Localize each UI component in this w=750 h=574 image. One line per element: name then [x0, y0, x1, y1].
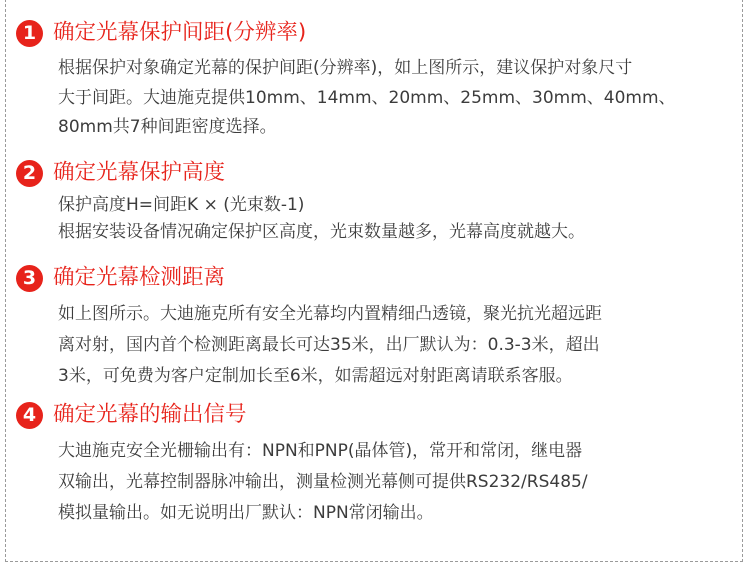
section-heading — [16, 398, 736, 432]
section-title: 确定光幕保护间距(分辨率) — [53, 20, 307, 45]
body-line: 大迪施克安全光栅输出有：NPN和PNP(晶体管)，常开和常闭，继电器 — [58, 441, 583, 461]
section-heading — [16, 156, 736, 190]
section-heading — [16, 16, 736, 50]
section-output — [16, 398, 736, 529]
section-title: 确定光幕保护高度 — [53, 160, 226, 185]
body-line: 保护高度H=间距K × (光束数-1) — [58, 195, 305, 215]
section-body — [58, 54, 736, 143]
number-badge: 1 — [16, 20, 43, 47]
section-body — [58, 299, 736, 392]
section-distance — [16, 261, 736, 392]
section-height — [16, 156, 736, 246]
body-line: 根据安装设备情况确定保护区高度，光束数量越多，光幕高度就越大。 — [58, 222, 585, 242]
section-body — [58, 436, 736, 529]
body-line: 离对射，国内首个检测距离最长可达35米，出厂默认为：0.3-3米，超出 — [58, 335, 600, 355]
number-badge: 4 — [16, 402, 43, 429]
body-line: 模拟量输出。如无说明出厂默认：NPN常闭输出。 — [58, 503, 434, 523]
number-badge: 3 — [16, 265, 43, 292]
section-heading — [16, 261, 736, 295]
section-title: 确定光幕的输出信号 — [53, 402, 247, 427]
body-line: 根据保护对象确定光幕的保护间距(分辨率)，如上图所示，建议保护对象尺寸 — [58, 58, 633, 78]
section-resolution — [16, 16, 736, 143]
body-line: 3米，可免费为客户定制加长至6米，如需超远对射距离请联系客服。 — [58, 366, 573, 386]
section-title: 确定光幕检测距离 — [53, 265, 226, 290]
number-badge: 2 — [16, 160, 43, 187]
body-line: 如上图所示。大迪施克所有安全光幕均内置精细凸透镜，聚光抗光超远距 — [58, 304, 602, 324]
section-body — [58, 192, 736, 246]
body-line: 大于间距。大迪施克提供10mm、14mm、20mm、25mm、30mm、40mm、 — [58, 87, 676, 108]
body-line: 80mm共7种间距密度选择。 — [58, 117, 277, 137]
body-line: 双输出，光幕控制器脉冲输出，测量检测光幕侧可提供RS232/RS485/ — [58, 472, 588, 492]
